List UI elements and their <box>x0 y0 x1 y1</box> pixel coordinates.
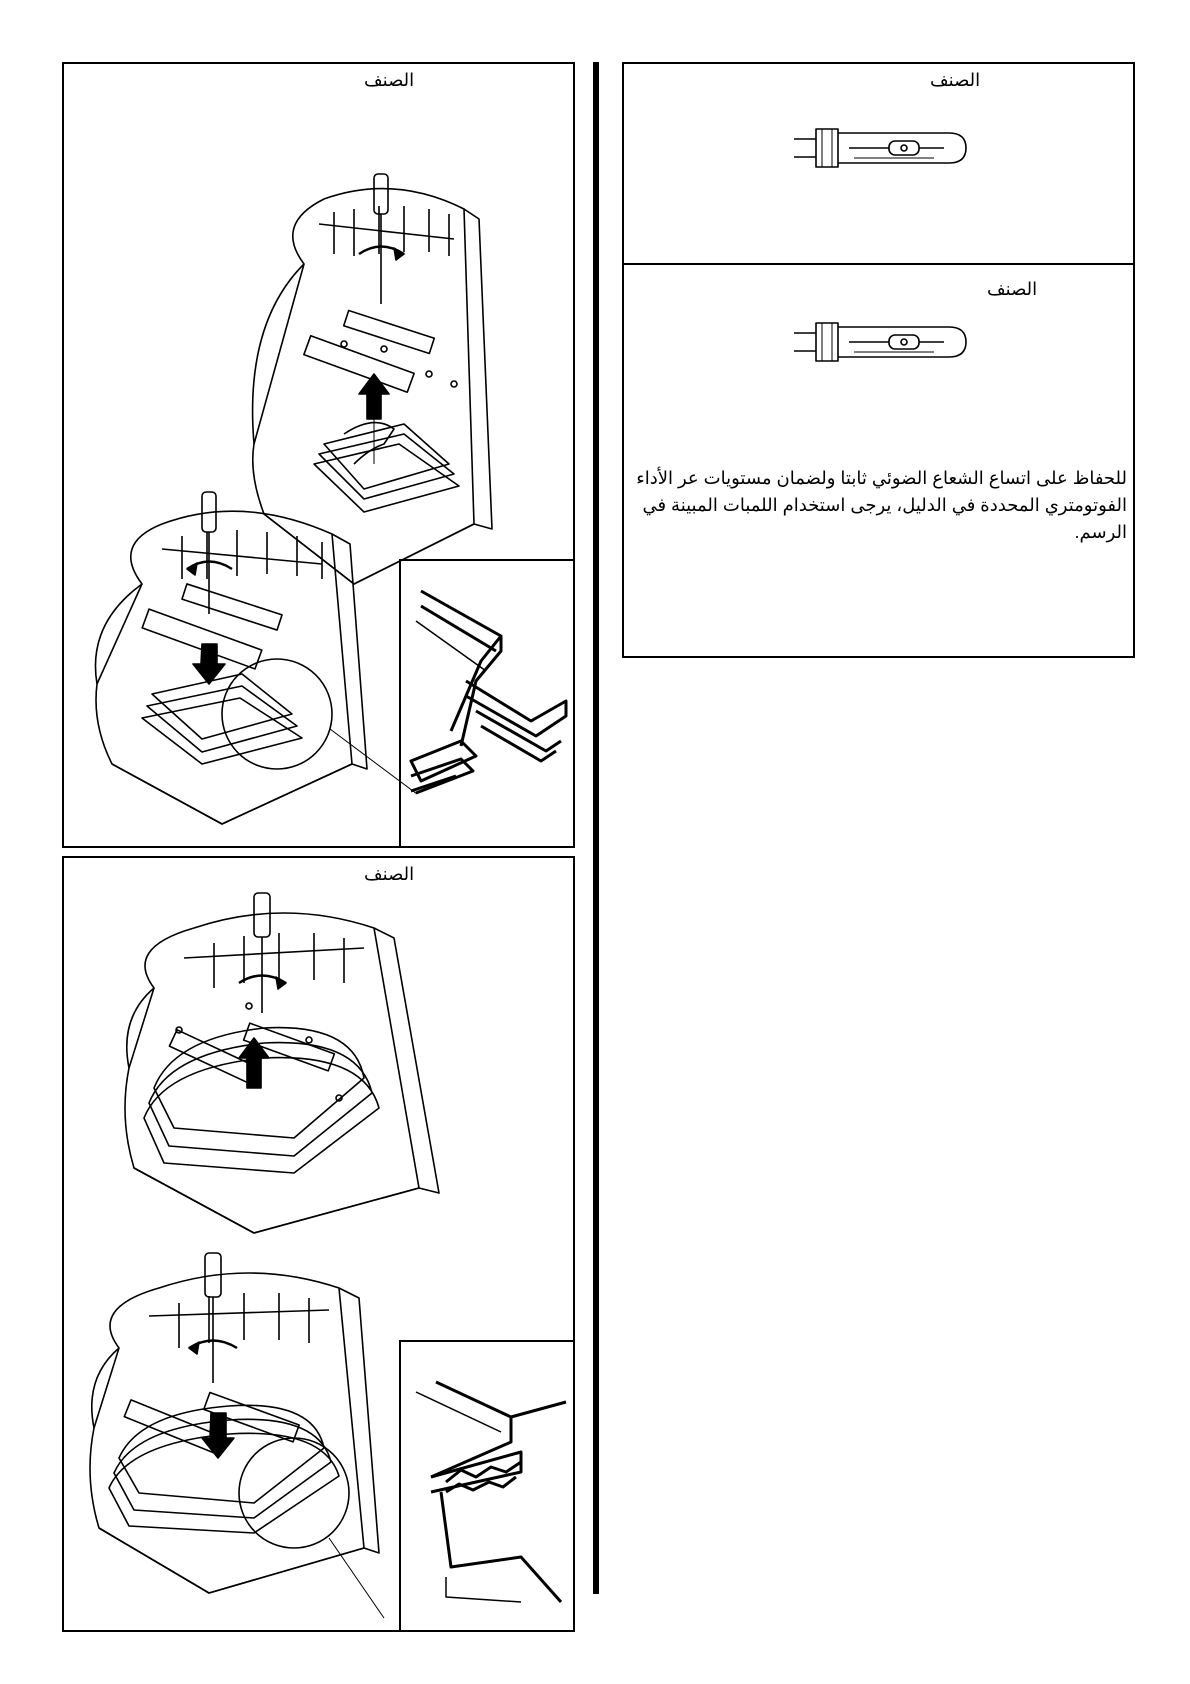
lamp-bulb-illustration <box>794 119 969 179</box>
detail-inset <box>399 1340 575 1632</box>
figure-panel-top-left <box>62 62 575 848</box>
figure-label: الصنف <box>930 70 981 90</box>
detail-illustration <box>401 561 577 850</box>
lamp-bulb-illustration <box>794 313 969 373</box>
detail-illustration <box>401 1342 577 1634</box>
round-housing-insert-illustration <box>79 1248 409 1628</box>
figure-label: الصنف <box>364 70 415 90</box>
figure-panel-bottom-left <box>62 856 575 1632</box>
figure-label: الصنف <box>987 279 1038 299</box>
detail-inset <box>399 559 575 848</box>
round-housing-removal-illustration <box>114 888 474 1238</box>
figure-label: الصنف <box>364 864 415 884</box>
lamp-usage-note: للحفاظ على اتساع الشعاع الضوئي ثابتا ولضمان مستويات عر الأداء الفوتومتري المحددة في الدليل، يرجى استخدام اللمبات المبينة في الرسم. <box>636 468 1127 542</box>
lamp-panel-note <box>622 263 1135 658</box>
column-divider <box>593 62 599 1594</box>
lamp-panel-top <box>622 62 1135 265</box>
housing-insert-illustration <box>82 464 412 844</box>
